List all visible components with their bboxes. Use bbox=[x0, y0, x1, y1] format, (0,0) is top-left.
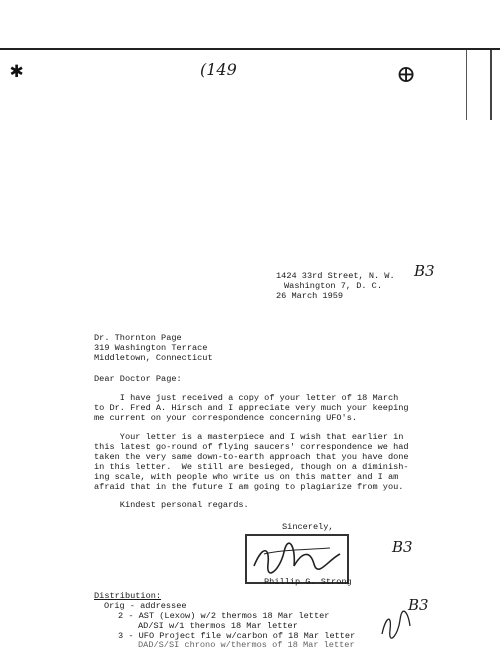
top-rule bbox=[0, 48, 500, 50]
stamp-circle-icon: ⊕ bbox=[396, 60, 417, 88]
distribution-line-5: DAD/S/SI chrono w/thermos of 18 Mar letter bbox=[138, 640, 355, 650]
address-line-1: 1424 33rd Street, N. W. bbox=[276, 271, 395, 281]
distribution-line-4: 3 - UFO Project file w/carbon of 18 Mar letter bbox=[118, 631, 356, 641]
handwritten-b3-address: B3 bbox=[414, 262, 435, 280]
right-margin-line bbox=[466, 50, 467, 120]
paragraph-2-line-5: ing scale, with people who write us on this matter and I am bbox=[94, 472, 399, 482]
handwritten-initials bbox=[378, 606, 414, 640]
left-margin-mark: ✱ bbox=[10, 59, 24, 84]
handwritten-b3-bottom: B3 bbox=[408, 596, 429, 614]
handwritten-page-number: (149 bbox=[200, 60, 237, 79]
paragraph-3-line-1: Kindest personal regards. bbox=[94, 500, 249, 510]
right-edge-line bbox=[490, 50, 492, 120]
distribution-line-3: AD/SI w/1 thermos 18 Mar letter bbox=[138, 621, 298, 631]
paragraph-1-line-2: to Dr. Fred A. Hirsch and I appreciate very much your keeping bbox=[94, 403, 409, 413]
signer-name: Phillip G. Strong bbox=[264, 577, 352, 587]
address-line-2: Washington 7, D. C. bbox=[284, 281, 382, 291]
distribution-line-1: Orig - addressee bbox=[104, 601, 187, 611]
letter-date: 26 March 1959 bbox=[276, 291, 344, 301]
handwritten-b3-signature: B3 bbox=[392, 538, 413, 556]
paragraph-2-line-3: taken the very same down-to-earth approach that you have done bbox=[94, 452, 409, 462]
paragraph-2-line-2: this latest go-round of flying saucers' correspondence we had bbox=[94, 442, 409, 452]
distribution-heading: Distribution: bbox=[94, 591, 162, 601]
recipient-name: Dr. Thornton Page bbox=[94, 333, 182, 343]
salutation: Dear Doctor Page: bbox=[94, 374, 182, 384]
paragraph-2-line-6: afraid that in the future I am going to plagiarize from you. bbox=[94, 482, 404, 492]
distribution-line-2: 2 - AST (Lexow) w/2 thermos 18 Mar letter bbox=[118, 611, 330, 621]
paragraph-1-line-1: I have just received a copy of your letter of 18 March bbox=[94, 393, 399, 403]
recipient-city: Middletown, Connecticut bbox=[94, 353, 213, 363]
closing: Sincerely, bbox=[282, 522, 334, 532]
paragraph-2-line-4: in this letter. We still are besieged, though on a diminish- bbox=[94, 462, 409, 472]
handwritten-signature bbox=[250, 540, 345, 576]
paragraph-2-line-1: Your letter is a masterpiece and I wish that earlier in bbox=[94, 432, 404, 442]
recipient-street: 319 Washington Terrace bbox=[94, 343, 208, 353]
paragraph-1-line-3: me current on your correspondence concerning UFO's. bbox=[94, 413, 358, 423]
